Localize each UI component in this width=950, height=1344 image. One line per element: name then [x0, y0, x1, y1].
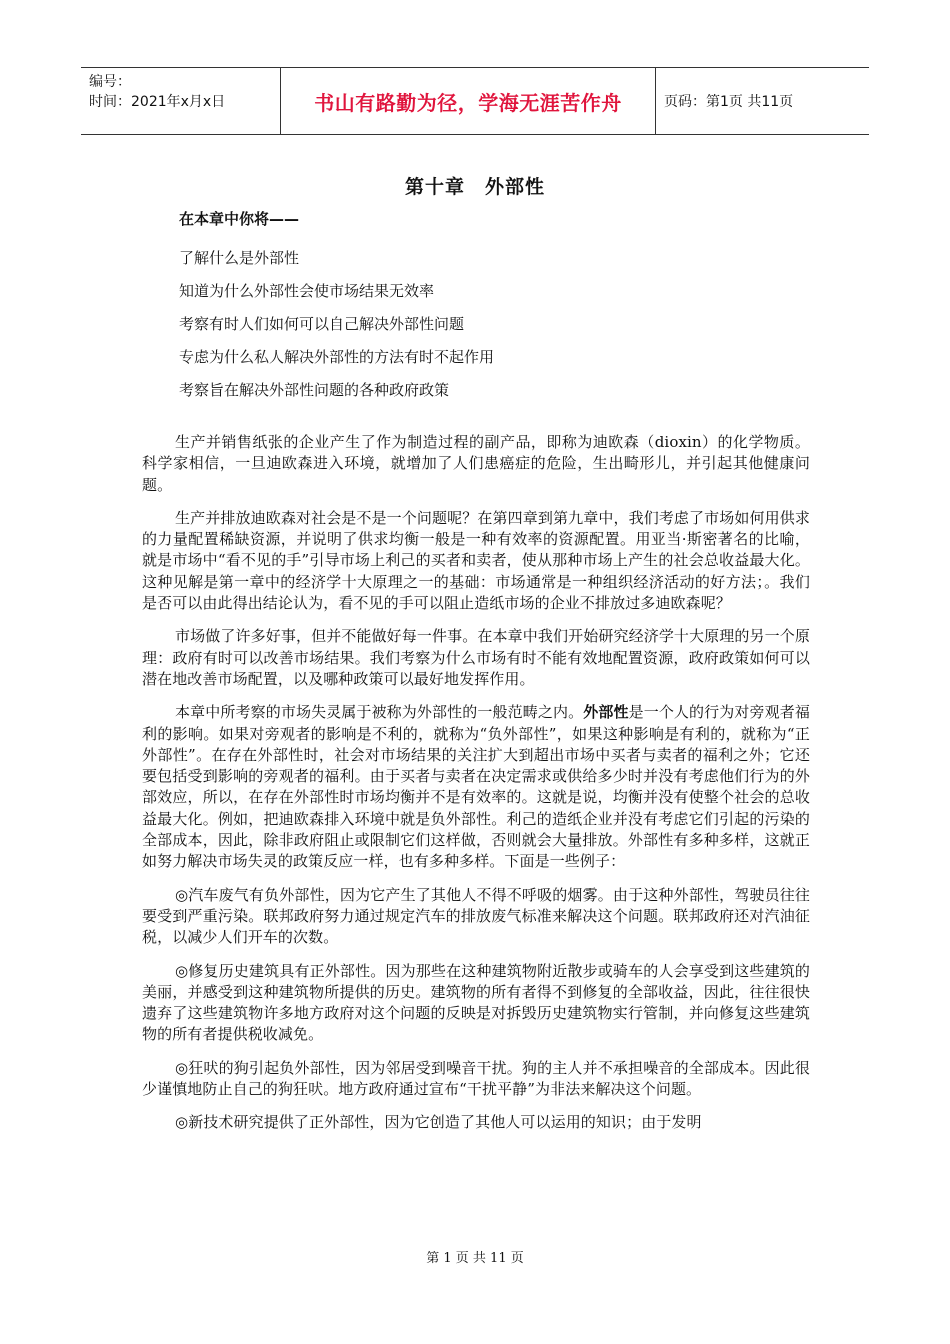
example-item: ◎修复历史建筑具有正外部性。因为那些在这种建筑物附近散步或骑车的人会享受到这些建筑的美丽，并感受到这种建筑物所提供的历史。建筑物的所有者得不到修复的全部收益，因此，往往很快遗弃了这些建筑物许多地方政府对这个问题的反映是对拆毁历史建筑物实行管制，并向修复这些建筑物的所有者提供税收减免。	[142, 961, 810, 1044]
term-externality: 外部性	[583, 703, 629, 722]
text-run: 是一个人的行为对旁观者福利的影响。如果对旁观者的影响是不利的，就称为“负外部性”，如果这种影响是有利的，就称为“正外部性”。在存在外部性时，社会对市场结果的关注扩大到超出市场中买者与卖者的福利之外；它还要包括受到影响的旁观者的福利。由于买者与卖者在决定需求或供给多少时并没有考虑他们行为的外部效应，所以，在存在外部性时市场均衡并不是有效率的。这就是说，均衡并没有使整个社会的总收益最大化。例如，把迪欧森排入环境中就是负外部性。利己的造纸企业并没有考虑它们引起的污染的全部成本，因此，除非政府阻止或限制它们这样做，否则就会大量排放。外部性有多种多样，这就正如努力解决市场失灵的政策反应一样，也有多种多样。下面是一些例子：	[142, 703, 810, 871]
example-item: ◎狂吠的狗引起负外部性，因为邻居受到噪音干扰。狗的主人并不承担噪音的全部成本。因此很少谨慎地防止自己的狗狂吠。地方政府通过宣布“干扰平静”为非法来解决这个问题。	[142, 1058, 810, 1099]
example-item: ◎汽车废气有负外部性，因为它产生了其他人不得不呼吸的烟雾。由于这种外部性，驾驶员往往要受到严重污染。联邦政府努力通过规定汽车的排放废气标准来解决这个问题。联邦政府还对汽油征税，以减少人们开车的次数。	[142, 885, 810, 947]
page-footer: 第 1 页 共 11 页	[426, 1251, 524, 1266]
intro-item: 考察旨在解决外部性问题的各种政府政策	[179, 381, 450, 399]
body-text	[142, 432, 810, 1146]
paragraph: 生产并销售纸张的企业产生了作为制造过程的副产品，即称为迪欧森（dioxin）的化学物质。科学家相信，一旦迪欧森进入环境，就增加了人们患癌症的危险，生出畸形儿，并引起其他健康问题。	[142, 433, 810, 494]
intro-item: 专虑为什么私人解决外部性的方法有时不起作用	[179, 348, 495, 366]
intro-item: 知道为什么外部性会使市场结果无效率	[179, 282, 435, 300]
intro-item: 考察有时人们如何可以自己解决外部性问题	[179, 315, 465, 333]
paragraph: 市场做了许多好事，但并不能做好每一件事。在本章中我们开始研究经济学十大原理的另一个原理：政府有时可以改善市场结果。我们考察为什么市场有时不能有效地配置资源，政府政策如何可以潜在地改善市场配置，以及哪种政策可以最好地发挥作用。	[142, 627, 810, 688]
header-left-cell	[81, 68, 281, 134]
chapter-title: 第十章 外部性	[404, 176, 545, 198]
chapter-intro	[179, 208, 819, 407]
number-label: 编号：	[89, 74, 131, 90]
text-run: 本章中所考察的市场失灵属于被称为外部性的一般范畴之内。	[175, 703, 584, 722]
example-item: ◎新技术研究提供了正外部性，因为它创造了其他人可以运用的知识；由于发明	[175, 1113, 702, 1132]
paragraph-externality-definition	[142, 702, 810, 872]
page-info: 页码：第1页 共11页	[664, 94, 794, 110]
header-table	[81, 67, 869, 135]
intro-heading: 在本章中你将——	[179, 210, 300, 228]
paragraph: 生产并排放迪欧森对社会是不是一个问题呢？在第四章到第九章中，我们考虑了市场如何用供求的力量配置稀缺资源，并说明了供求均衡一般是一种有效率的资源配置。用亚当·斯密著名的比喻，就是市场中“看不见的手”引导市场上利己的买者和卖者，使从那种市场上产生的社会总收益最大化。这种见解是第一章中的经济学十大原理之一的基础：市场通常是一种组织经济活动的好方法；。我们是否可以由此得出结论认为，看不见的手可以阻止造纸市场的企业不排放过多迪欧森呢？	[142, 508, 810, 613]
motto: 书山有路勤为径，学海无涯苦作舟	[281, 68, 656, 134]
time-label: 时间：2021年x月x日	[89, 94, 226, 110]
intro-item: 了解什么是外部性	[179, 249, 300, 267]
